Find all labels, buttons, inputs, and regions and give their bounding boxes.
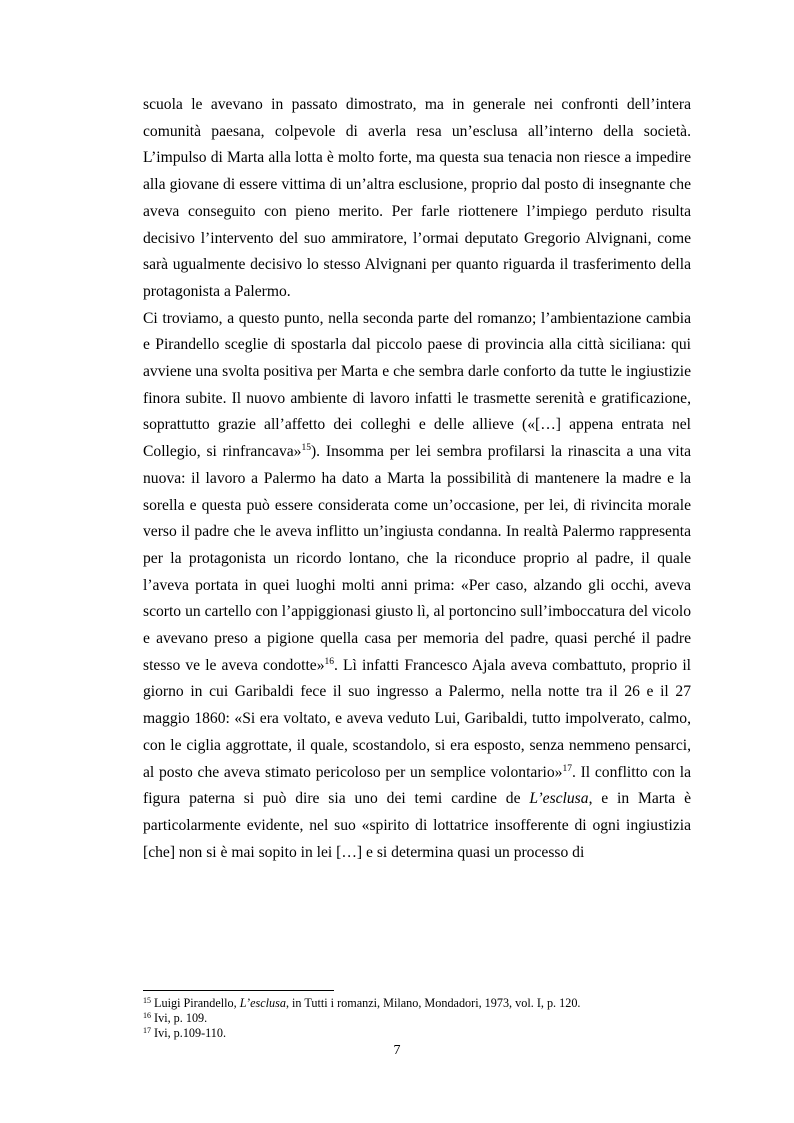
- book-title-italic: L’esclusa: [529, 790, 589, 808]
- footnote-16: [143, 1011, 703, 1026]
- footnote-ref-17[interactable]: 17: [562, 763, 572, 774]
- footnote-number: 15: [143, 996, 151, 1005]
- paragraph-2-text-part-1: Ci troviamo, a questo punto, nella seconda parte del romanzo; l’ambientazione cambia e Pirandello sceglie di spostarla dal piccolo paese di provincia alla città siciliana: qui avviene una svolta positiva per Marta e che sembra darle conforto da tutte le ingiustizie finora subite. Il nuovo ambiente di lavoro infatti le trasmette serenità e gratificazione, soprattutto grazie all’affetto dei colleghi e delle allieve («[…] appena entrata nel Collegio, si rinfrancava»: [143, 309, 691, 461]
- footnote-text: , in Tutti i romanzi, Milano, Mondadori, 1973, vol. I, p. 120.: [285, 996, 581, 1010]
- paragraph-2-text-part-5: , e in Marta è particolarmente evidente, nel suo «spirito di lottatrice insofferente di ogni ingiustizia [che] non si è mai sopito in lei […] e si determina quasi un processo di: [143, 790, 691, 861]
- footnote-text: Luigi Pirandello,: [151, 996, 240, 1010]
- paragraph-2-text-part-3: . Lì infatti Francesco Ajala aveva combattuto, proprio il giorno in cui Garibaldi fece il suo ingresso a Palermo, nella notte tra il 26 e il 27 maggio 1860: «Si era voltato, e aveva veduto Lui, Garibaldi, tutto impolverato, calmo, con le ciglia aggrottate, il quale, scostandolo, si era esposto, senza nemmeno pensarci, al posto che aveva stimato pericoloso per un semplice volontario»: [143, 656, 691, 781]
- paragraph-1-text: scuola le avevano in passato dimostrato, ma in generale nei confronti dell’intera comunità paesana, colpevole di averla resa un’esclusa all’interno della società. L’impulso di Marta alla lotta è molto forte, ma questa sua tenacia non riesce a impedire alla giovane di essere vittima di un’altra esclusione, proprio dal posto di insegnante che aveva conseguito con pieno merito. Per farle riottenere l’impiego perduto risulta decisivo l’intervento del suo ammiratore, l’ormai deputato Gregorio Alvignani, come sarà ugualmente decisivo lo stesso Alvignani per quanto riguarda il trasferimento della protagonista a Palermo.: [143, 96, 691, 300]
- footnote-number: 16: [143, 1011, 151, 1020]
- paragraph-2-text-part-2: ). Insomma per lei sembra profilarsi la rinascita a una vita nuova: il lavoro a Palermo ha dato a Marta la possibilità di mantenere la madre e la sorella e questa può essere considerata come un’occasione, per lei, di rivincita morale verso il padre che le aveva inflitto un’ingiusta condanna. In realtà Palermo rappresenta per la protagonista un ricordo lontano, che la riconduce proprio al padre, il quale l’aveva portata in quei luoghi molti anni prima: «Per caso, alzando gli occhi, aveva scorto un cartello con l’appiggionasi giusto lì, al portoncino sull’imboccatura del vicolo e avevano preso a pigione quella casa per memoria del padre, quasi perché il padre stesso ve le aveva condotte»: [143, 443, 691, 674]
- footnotes: [143, 996, 703, 1041]
- footnote-text: Ivi, p. 109.: [151, 1011, 208, 1025]
- footnote-ref-16[interactable]: 16: [324, 656, 335, 667]
- footnote-italic-title: L’esclusa: [239, 996, 286, 1010]
- paragraph-2: [143, 306, 691, 867]
- paragraph-1: [143, 92, 691, 306]
- paragraph-2-text-part-4: . Il conflitto con la figura paterna si può dire sia uno dei temi cardine de: [143, 763, 691, 808]
- footnote-ref-15[interactable]: 15: [301, 443, 311, 454]
- footnote-number: 17: [143, 1026, 151, 1035]
- page-number: 7: [393, 1043, 401, 1058]
- body-text: [143, 92, 691, 866]
- footnote-17: [143, 1026, 703, 1041]
- footnote-separator: [143, 990, 334, 991]
- footnote-15: [143, 996, 703, 1011]
- footnote-text: Ivi, p.109-110.: [151, 1026, 227, 1040]
